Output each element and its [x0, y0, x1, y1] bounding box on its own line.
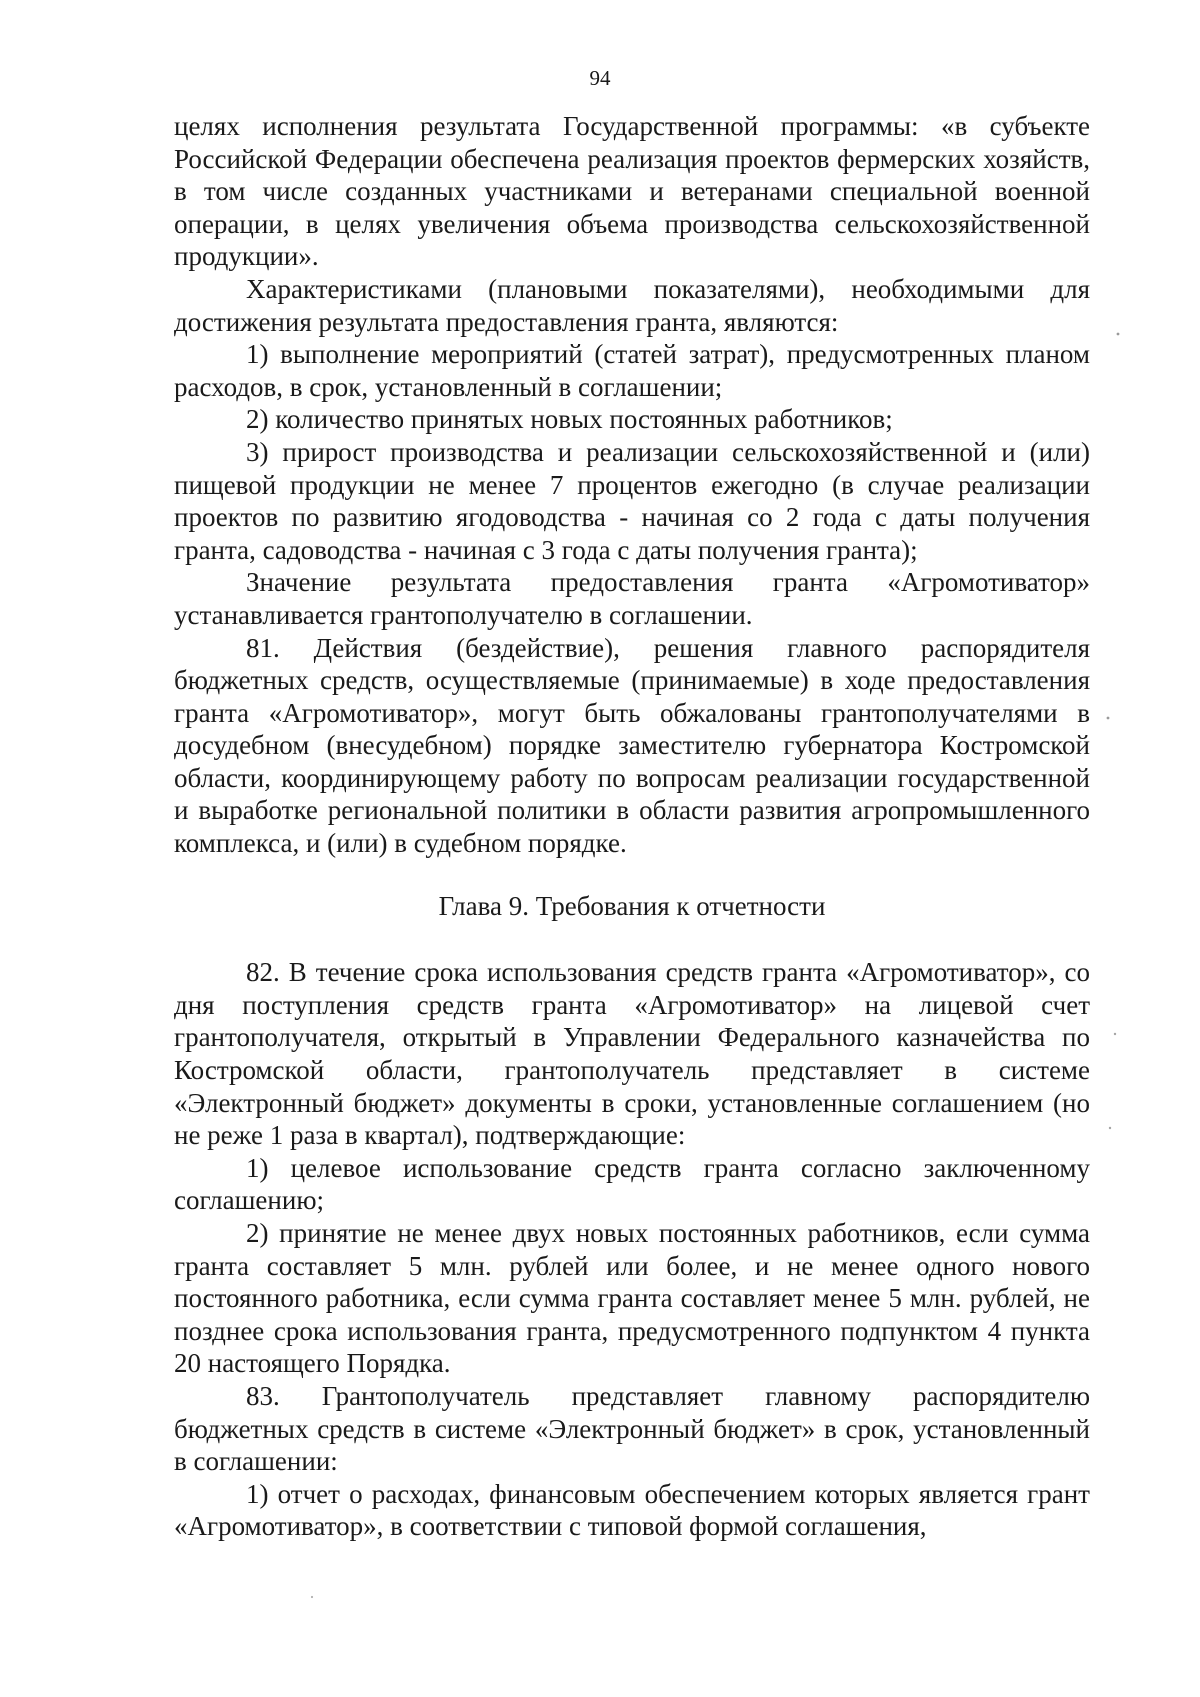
list-item-82-1-target-use: 1) целевое использование средств гранта согласно заключенному соглашению;	[174, 1152, 1090, 1216]
list-item-1-activities: 1) выполнение мероприятий (статей затрат), предусмотренных планом расходов, в срок, установленный в соглашении;	[174, 339, 1090, 402]
paragraph-characteristics-intro: Характеристиками (плановыми показателями), необходимыми для достижения результата предоставления гранта, являются:	[174, 273, 1090, 337]
chapter-heading: Глава 9. Требования к отчетности	[438, 890, 826, 921]
scan-speck	[1107, 717, 1110, 720]
list-item-3-production-growth: 3) прирост производства и реализации сельскохозяйственной и (или) пищевой продукции не менее 7 процентов ежегодно (в случае реализации проектов по развитию ягодоводства - начиная со 2 года с даты получения гранта, садоводства - начиная с 3 года с даты получения гранта);	[174, 436, 1090, 565]
paragraph-82-documents: 82. В течение срока использования средств гранта «Агромотиватор», со дня поступления средств гранта «Агромотиватор» на лицевой счет грантополучателя, открытый в Управлении Федерального казначейства по Костромской области, грантополучатель представляет в системе «Электронный бюджет» документы в сроки, установленные соглашением (но не реже 1 раза в квартал), подтверждающие:	[174, 957, 1090, 1151]
list-item-82-2-new-employees: 2) принятие не менее двух новых постоянных работников, если сумма гранта составляет 5 млн. рублей или более, и не менее одного нового постоянного работника, если сумма гранта составляет менее 5 млн. рублей, не позднее срока использования гранта, предусмотренного подпунктом 4 пункта 20 настоящего Порядка.	[174, 1218, 1090, 1379]
paragraph-result-value: Значение результата предоставления гранта «Агромотиватор» устанавливается грантополучателю в соглашении.	[174, 567, 1090, 630]
document-body	[174, 110, 1090, 1543]
list-item-2-employees: 2) количество принятых новых постоянных работников;	[246, 404, 893, 435]
paragraph-goal-continuation: целях исполнения результата Государственной программы: «в субъекте Российской Федерации обеспечена реализация проектов фермерских хозяйств, в том числе созданных участниками и ветеранами специальной военной операции, в целях увеличения объема производства сельскохозяйственной продукции».	[174, 111, 1090, 272]
scan-speck	[1109, 1127, 1111, 1129]
paragraph-83-reports: 83. Грантополучатель представляет главному распорядителю бюджетных средств в системе «Электронный бюджет» в срок, установленный в соглашении:	[174, 1380, 1090, 1477]
list-item-83-1-expense-report: 1) отчет о расходах, финансовым обеспечением которых является грант «Агромотиватор», в соответствии с типовой формой соглашения,	[174, 1478, 1090, 1542]
scan-speck	[1114, 1033, 1116, 1035]
paragraph-81-appeal: 81. Действия (бездействие), решения главного распорядителя бюджетных средств, осуществляемые (принимаемые) в ходе предоставления гранта «Агромотиватор», могут быть обжалованы грантополучателями в досудебном (внесудебном) порядке заместителю губернатора Костромской области, координирующему работу по вопросам реализации государственной и выработке региональной политики в области развития агропромышленного комплекса, и (или) в судебном порядке.	[174, 632, 1090, 859]
page-number: 94	[589, 66, 611, 90]
scan-speck	[311, 1596, 313, 1598]
scan-speck	[1117, 333, 1120, 336]
